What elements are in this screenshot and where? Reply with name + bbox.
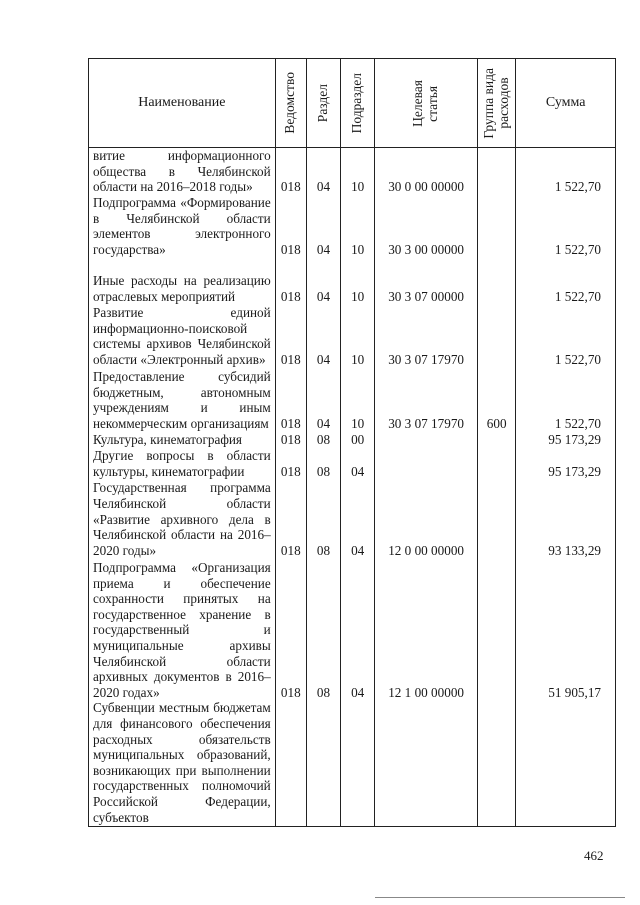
row-ved: 018 [275, 447, 306, 479]
row-name: Иные расходы на реализацию отраслевых мероприятий [89, 257, 276, 304]
table-row [89, 431, 616, 447]
row-sum: 1 522,70 [516, 148, 616, 196]
table-row [89, 447, 616, 479]
row-ved: 018 [275, 304, 306, 367]
row-ved [275, 700, 306, 827]
row-grp [477, 447, 515, 479]
row-name: витие информационного общества в Челябинской области на 2016–2018 годы» [89, 148, 276, 196]
row-cel: 12 0 00 00000 [375, 479, 478, 558]
header-celevaya: Целевая статья [410, 79, 441, 127]
bottom-divider [375, 897, 625, 898]
row-razd: 04 [306, 304, 340, 367]
row-cel: 30 0 00 00000 [375, 148, 478, 196]
row-cel: 30 3 07 17970 [375, 304, 478, 367]
row-ved: 018 [275, 558, 306, 700]
row-razd: 04 [306, 195, 340, 257]
row-grp [477, 431, 515, 447]
row-sum [516, 700, 616, 827]
header-vedomstvo: Ведомство [282, 72, 298, 134]
row-grp [477, 195, 515, 257]
row-cel [375, 447, 478, 479]
row-name: Развитие единой информационно-поисковой системы архивов Челябинской области «Электронный архив» [89, 304, 276, 367]
row-podr [341, 700, 375, 827]
table-header-row [89, 59, 616, 148]
row-podr: 10 [341, 195, 375, 257]
row-cel [375, 431, 478, 447]
header-razdel-cell [306, 59, 340, 148]
row-razd: 08 [306, 447, 340, 479]
row-grp [477, 558, 515, 700]
row-ved: 018 [275, 431, 306, 447]
row-podr: 10 [341, 304, 375, 367]
row-ved: 018 [275, 479, 306, 558]
row-ved: 018 [275, 195, 306, 257]
table-row [89, 148, 616, 196]
row-ved: 018 [275, 367, 306, 431]
table-row [89, 195, 616, 257]
row-sum: 1 522,70 [516, 304, 616, 367]
row-razd: 04 [306, 257, 340, 304]
row-sum: 1 522,70 [516, 367, 616, 431]
row-podr: 10 [341, 367, 375, 431]
table-row [89, 367, 616, 431]
page-number: 462 [584, 848, 604, 863]
row-grp [477, 479, 515, 558]
row-cel: 30 3 07 00000 [375, 257, 478, 304]
table-row [89, 479, 616, 558]
row-podr: 00 [341, 431, 375, 447]
header-name: Наименование [89, 59, 276, 148]
header-summa: Сумма [516, 59, 616, 148]
row-name: Другие вопросы в области культуры, кинематографии [89, 447, 276, 479]
row-grp [477, 148, 515, 196]
row-cel: 12 1 00 00000 [375, 558, 478, 700]
row-ved: 018 [275, 257, 306, 304]
row-sum: 1 522,70 [516, 195, 616, 257]
row-razd [306, 700, 340, 827]
row-cel: 30 3 00 00000 [375, 195, 478, 257]
table-row [89, 700, 616, 827]
row-sum: 93 133,29 [516, 479, 616, 558]
header-podrazdel-cell [341, 59, 375, 148]
row-razd: 08 [306, 431, 340, 447]
row-grp: 600 [477, 367, 515, 431]
row-razd: 04 [306, 367, 340, 431]
header-podrazdel: Подраздел [349, 72, 365, 134]
budget-table [88, 58, 616, 827]
row-name: Подпрограмма «Организация приема и обеспечение сохранности принятых на государственное хранение в государственный и муниципальные архивы Челябинской области архивных документов в 2016–2020 годах» [89, 558, 276, 700]
row-sum: 95 173,29 [516, 447, 616, 479]
row-grp [477, 304, 515, 367]
row-razd: 04 [306, 148, 340, 196]
row-name: Предоставление субсидий бюджетным, автономным учреждениям и иным некоммерческим организациям [89, 367, 276, 431]
header-gruppa-cell [477, 59, 515, 148]
row-grp [477, 257, 515, 304]
table-row [89, 558, 616, 700]
row-cel [375, 700, 478, 827]
row-podr: 10 [341, 257, 375, 304]
row-podr: 04 [341, 558, 375, 700]
row-podr: 04 [341, 479, 375, 558]
row-razd: 08 [306, 558, 340, 700]
row-podr: 04 [341, 447, 375, 479]
row-razd: 08 [306, 479, 340, 558]
header-razdel: Раздел [315, 83, 331, 123]
table-row [89, 304, 616, 367]
row-grp [477, 700, 515, 827]
row-podr: 10 [341, 148, 375, 196]
header-vedomstvo-cell [275, 59, 306, 148]
row-sum: 95 173,29 [516, 431, 616, 447]
row-name: Культура, кинематография [89, 431, 276, 447]
table-row [89, 257, 616, 304]
row-cel: 30 3 07 17970 [375, 367, 478, 431]
header-gruppa: Группа вида расходов [480, 67, 511, 139]
row-sum: 1 522,70 [516, 257, 616, 304]
header-celevaya-cell [375, 59, 478, 148]
row-sum: 51 905,17 [516, 558, 616, 700]
row-ved: 018 [275, 148, 306, 196]
row-name: Государственная программа Челябинской области «Развитие архивного дела в Челябинской области на 2016–2020 годы» [89, 479, 276, 558]
row-name: Подпрограмма «Формирование в Челябинской области элементов электронного государства» [89, 195, 276, 257]
row-name: Субвенции местным бюджетам для финансового обеспечения расходных обязательств муниципальных образований, возникающих при выполнении государственных полномочий Российской Федерации, субъектов [89, 700, 276, 827]
